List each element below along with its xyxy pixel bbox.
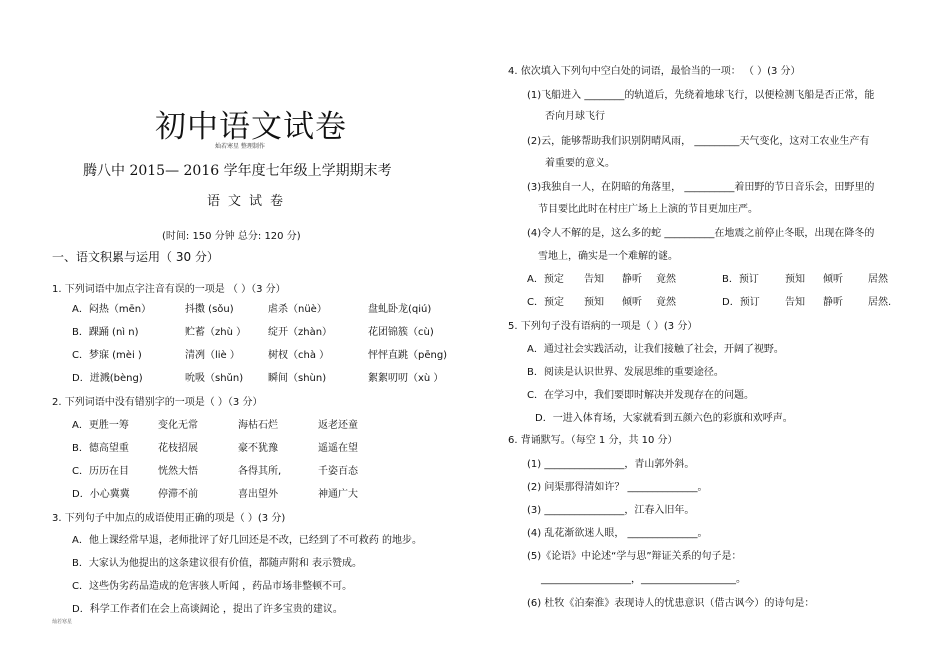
option-cell: A．更胜一筹 [72, 420, 129, 431]
option-cell: 居然 [868, 274, 888, 285]
option-line: A．他上课经常早退，老师批评了好几回还是不改，已经到了不可救药 的地步。 [72, 535, 423, 546]
option-cell: B．踝踊 (nì n) [72, 327, 139, 338]
option-cell: 告知 [584, 274, 604, 285]
recitation-line: (2) 问渠那得清如许？ ______________。 [527, 482, 708, 493]
option-cell: A．预定 [527, 274, 564, 285]
option-cell: D．迸溅(bèng) [72, 373, 143, 384]
option-cell: 絮絮叨叨（xù ） [368, 373, 444, 384]
recitation-line: (6) 杜牧《泊秦淮》表现诗人的忧患意识（借古讽今）的诗句是： [527, 598, 815, 609]
question-1: 1. 下列词语中加点字注音有误的一项是 （ ）（3 分） [52, 284, 286, 295]
option-cell: 花团锦簇（cù) [368, 327, 434, 338]
option-cell: 变化无常 [158, 420, 198, 431]
question-5: 5. 下列句子没有语病的一项是（ ）(3 分） [508, 321, 698, 332]
option-cell: 恍然大悟 [158, 466, 198, 477]
option-cell: 倾听 [622, 297, 642, 308]
option-cell: 倾听 [823, 274, 843, 285]
option-cell: C．预定 [527, 297, 564, 308]
option-cell: B．预订 [722, 274, 759, 285]
option-cell: 吮吸（shǔn) [185, 373, 244, 384]
option-cell: B．德高望重 [72, 443, 129, 454]
recitation-line: (5)《论语》中论述“学与思”辩证关系的句子是： [527, 551, 742, 562]
question-2: 2. 下列词语中没有错别字的一项是（ ）（3 分） [52, 397, 263, 408]
page-title: 初中语文试卷 [155, 109, 347, 145]
option-line: D．科学工作者们在会上高谈阔论 ，提出了许多宝贵的建议。 [72, 604, 343, 615]
sentence-line: (1)飞船进入 ________的轨道后，先绕着地球飞行，以便检测飞船是否正常，能 [527, 90, 875, 101]
option-line: B．阅读是认识世界、发展思维的重要途径。 [527, 367, 724, 378]
option-cell: 抖擞 (sǒu) [185, 304, 234, 315]
option-cell: 清冽（liè ） [185, 350, 240, 361]
option-cell: 海枯石烂 [238, 420, 278, 431]
option-cell: 遥遥在望 [318, 443, 358, 454]
question-4: 4. 依次填入下列句中空白处的词语，最恰当的一项： （ ）(3 分） [508, 66, 801, 77]
sentence-line: 节目要比此时在村庄广场上上演的节目更加庄严。 [538, 204, 758, 215]
sentence-line: (4)令人不解的是，这么多的蛇 __________在地震之前停止冬眠，出现在降冬的 [527, 228, 875, 239]
exam-info: (时间: 150 分钟 总分: 120 分) [162, 231, 301, 242]
question-6: 6. 背诵默写。（每空 1 分，共 10 分） [508, 435, 678, 446]
option-cell: 竟然 [656, 274, 676, 285]
option-line: C．在学习中，我们要即时解决并发现存在的问题。 [527, 390, 754, 401]
option-cell: 静听 [622, 274, 642, 285]
option-cell: 贮蓄（zhù ） [185, 327, 247, 338]
option-cell: 盘虬卧龙(qiú) [368, 304, 432, 315]
sentence-line: 着重要的意义。 [545, 158, 615, 169]
option-cell: 怦怦直跳（pēng) [368, 350, 448, 361]
option-line: A．通过社会实践活动，让我们接触了社会，开阔了视野。 [527, 344, 784, 355]
sentence-line: (2)云，能够帮助我们识别阴晴风雨， _________天气变化，这对工农业生产有 [527, 136, 870, 147]
option-cell: 喜出望外 [238, 489, 278, 500]
footer-text: 灿若寒星 [52, 619, 73, 625]
option-cell: 花枝招展 [158, 443, 198, 454]
option-cell: 各得其所, [238, 466, 282, 477]
option-cell: 千姿百态 [318, 466, 358, 477]
option-cell: C．历历在目 [72, 466, 129, 477]
option-cell: 告知 [785, 297, 805, 308]
option-cell: 预知 [584, 297, 604, 308]
option-cell: 居然. [868, 297, 892, 308]
option-line: B．大家认为他提出的这条建议很有价值，都随声附和 表示赞成。 [72, 558, 363, 569]
option-cell: 瞬间（shùn) [268, 373, 327, 384]
option-line: C．这些伪劣药品造成的危害骇人听闻 ，药品市场非整顿不可。 [72, 581, 353, 592]
sentence-line: (3)我独自一人，在阴暗的角落里， __________着田野的节日音乐会，田野里的 [527, 182, 875, 193]
option-cell: 竟然 [656, 297, 676, 308]
sentence-line: 否向月球飞行 [545, 111, 605, 122]
option-cell: A．闷热（mēn） [72, 304, 152, 315]
question-3: 3. 下列句子中加点的成语使用正确的项是（ ）(3 分) [52, 513, 286, 524]
option-cell: 树杈（chà ） [268, 350, 330, 361]
option-line: D．一进入体育场，大家就看到五颜六色的彩旗和欢呼声。 [535, 413, 793, 424]
option-cell: 静听 [823, 297, 843, 308]
option-cell: 神通广大 [318, 489, 358, 500]
option-cell: 停滞不前 [158, 489, 198, 500]
exam-subtitle: 腾八中 2015— 2016 学年度七年级上学期期末考 [83, 163, 392, 179]
option-cell: C．梦寐 (mèi ) [72, 350, 142, 361]
option-cell: 预知 [785, 274, 805, 285]
option-cell: D．小心冀冀 [72, 489, 130, 500]
option-cell: 虐杀（nüè） [268, 304, 327, 315]
recitation-line: (1) ________________，青山郭外斜。 [527, 459, 695, 470]
option-cell: 绽开（zhàn） [268, 327, 333, 338]
sentence-line: 雪地上，确实是一个难解的谜。 [538, 251, 678, 262]
recitation-line: (4) 乱花渐欲迷人眼， ______________。 [527, 528, 708, 539]
author-line: 灿若寒星 整理制作 [215, 143, 265, 150]
paper-name: 语文试卷 [207, 194, 292, 209]
recitation-line: __________________，___________________。 [541, 574, 746, 585]
option-cell: 返老还童 [318, 420, 358, 431]
section-heading: 一、语文积累与运用（ 30 分） [52, 250, 219, 264]
option-cell: 豪不犹豫 [238, 443, 278, 454]
option-cell: D．预订 [722, 297, 760, 308]
recitation-line: (3) ________________，江春入旧年。 [527, 505, 695, 516]
